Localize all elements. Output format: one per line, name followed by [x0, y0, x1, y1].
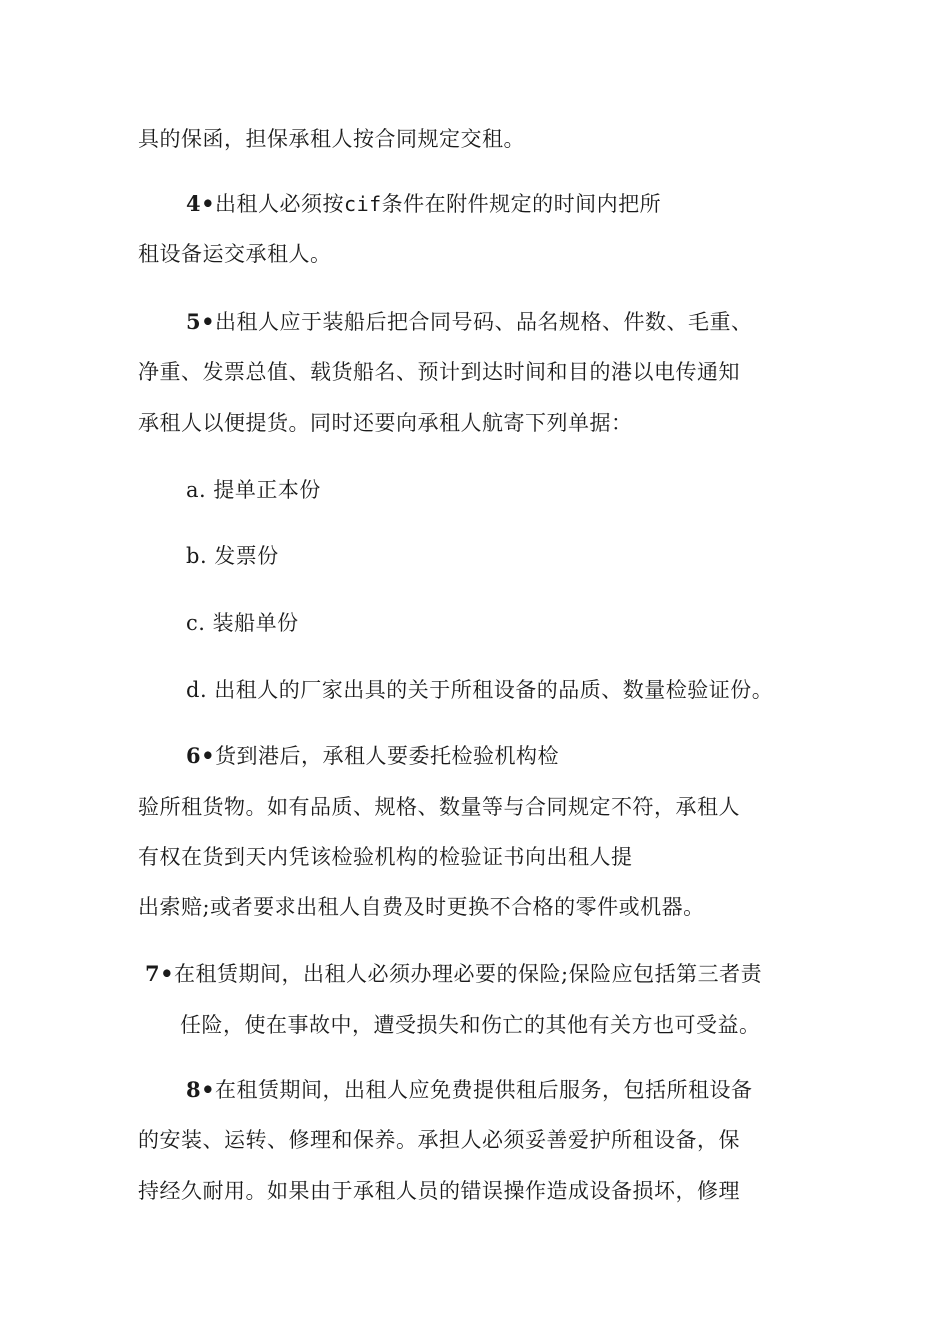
clause-4-line-1 — [186, 190, 661, 218]
clause-4-text-b: 条件在附件规定的时间内把所 — [381, 192, 662, 216]
text-line-1: 具的保函，担保承租人按合同规定交租。 — [138, 127, 525, 151]
clause-8-line-3: 持经久耐用。如果由于承租人员的错误操作造成设备损坏，修理 — [138, 1179, 740, 1203]
clause-6-text: 货到港后，承租人要委托检验机构检 — [215, 744, 560, 768]
clause-6-line-4: 出索赔;或者要求出租人自费及时更换不合格的零件或机器。 — [138, 895, 705, 919]
clause-8-line-2: 的安装、运转、修理和保养。承担人必须妥善爱护所租设备，保 — [138, 1128, 740, 1152]
clause-number-6: 6• — [186, 743, 216, 768]
clause-8-line-1 — [186, 1076, 753, 1104]
clause-6-line-1 — [186, 742, 559, 770]
list-item-b: b. 发票份 — [186, 544, 279, 568]
clause-6-line-2: 验所租货物。如有品质、规格、数量等与合同规定不符，承租人 — [138, 795, 740, 819]
clause-7-line-2: 任险，使在事故中，遭受损失和伤亡的其他有关方也可受益。 — [180, 1013, 761, 1037]
list-item-d: d. 出租人的厂家出具的关于所租设备的品质、数量检验证份。 — [186, 678, 774, 702]
clause-6-line-3: 有权在货到天内凭该检验机构的检验证书向出租人提 — [138, 845, 633, 869]
clause-8-text: 在租赁期间，出租人应免费提供租后服务，包括所租设备 — [215, 1078, 753, 1102]
clause-number-7: 7• — [145, 961, 175, 986]
clause-5-line-2: 净重、发票总值、载货船名、预计到达时间和目的港以电传通知 — [138, 360, 740, 384]
clause-5-line-1 — [186, 308, 753, 336]
clause-4-text-a: 出租人必须按 — [215, 192, 345, 216]
clause-4-cif: cif — [344, 192, 382, 216]
list-item-a: a. 提单正本份 — [186, 478, 321, 502]
clause-number-8: 8• — [186, 1077, 216, 1102]
clause-number-4: 4• — [186, 191, 216, 216]
clause-7-text: 在租赁期间，出租人必须办理必要的保险;保险应包括第三者责 — [174, 962, 763, 986]
list-item-c: c. 装船单份 — [186, 611, 299, 635]
clause-4-line-2: 租设备运交承租人。 — [138, 242, 332, 266]
clause-7-line-1 — [145, 960, 762, 988]
clause-number-5: 5• — [186, 309, 216, 334]
clause-5-text: 出租人应于装船后把合同号码、品名规格、件数、毛重、 — [215, 310, 753, 334]
clause-5-line-3: 承租人以便提货。同时还要向承租人航寄下列单据： — [138, 411, 633, 435]
